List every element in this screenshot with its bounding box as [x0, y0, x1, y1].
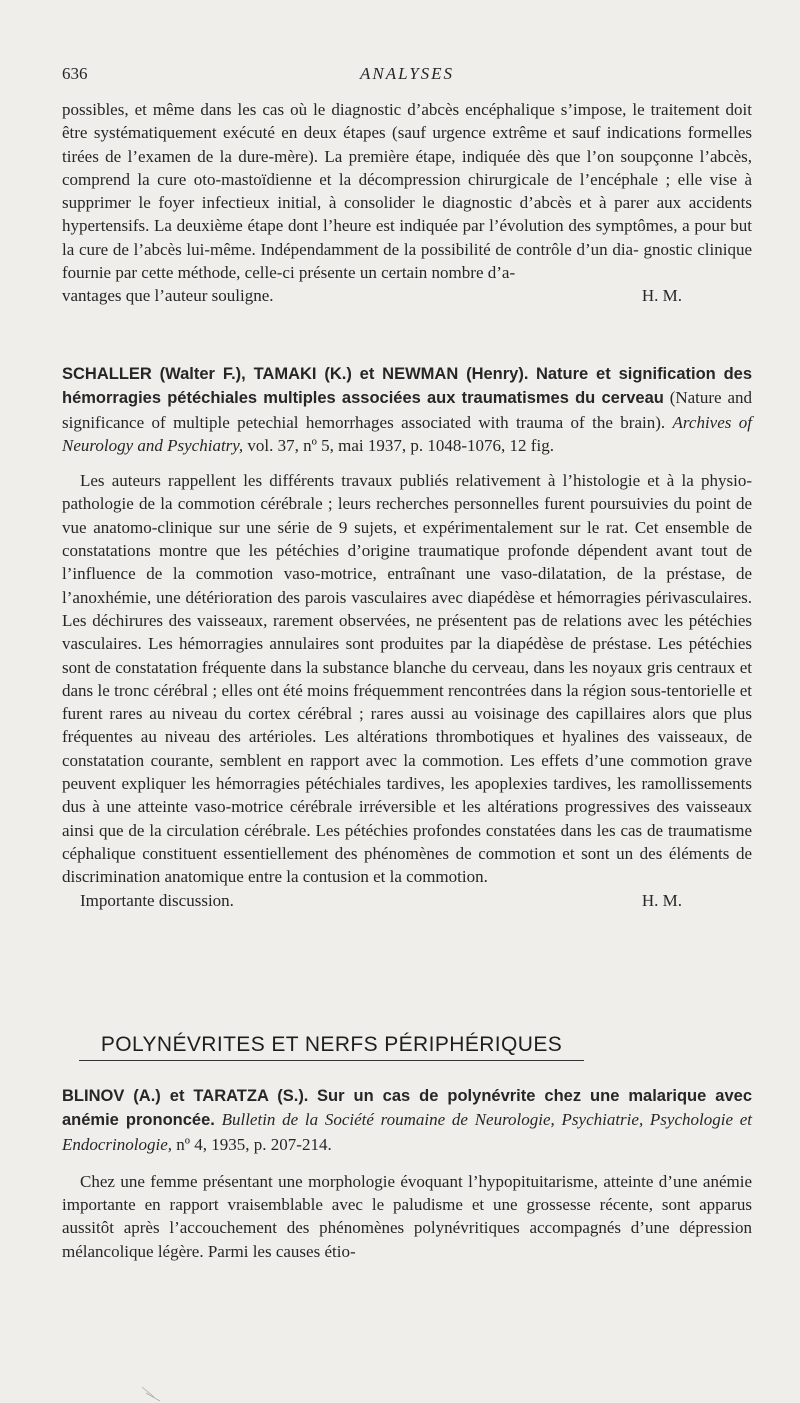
- review-blinov-authors: BLINOV (A.) et TARATZA (S.).: [62, 1087, 309, 1105]
- review-schaller-signature: H. M.: [641, 890, 682, 910]
- review-schaller-translation: (Nature and significance of multiple petechial hemorrhages associated with trauma of the brain).: [62, 388, 752, 432]
- review-blinov-title: Sur un cas de polynévrite chez une malarique avec anémie prononcée.: [62, 1087, 752, 1130]
- review-abces-last-line: [62, 284, 752, 307]
- review-abces-continued: [62, 98, 752, 308]
- review-schaller: [62, 362, 752, 912]
- review-abces-signature: H. M.: [641, 286, 682, 306]
- review-blinov-body: Chez une femme présentant une morphologie évoquant l’hypopituitarisme, atteinte d’une anémie importante en rapport vraisemblable avec le paludisme et une grossesse récente, sont apparus aussitôt après l’accouchement des phénomènes polynévritiques accompagnés d’une dépression mélancolique légère. Parmi les causes étio-: [62, 1171, 752, 1261]
- review-blinov-journal: Bulletin de la Société roumaine de Neurologie, Psychiatrie, Psychologie et Endocrinologie,: [62, 1110, 752, 1154]
- page-number: 636: [62, 64, 88, 83]
- review-blinov-reference: [62, 1084, 752, 1156]
- review-schaller-journal: Archives of Neurology and Psychiatry,: [62, 412, 752, 455]
- running-head: ANALYSES: [359, 64, 455, 83]
- review-schaller-citation: vol. 37, nº 5, mai 1937, p. 1048-1076, 12 fig.: [247, 435, 554, 455]
- review-schaller-reference: [62, 362, 752, 457]
- review-schaller-authors: SCHALLER (Walter F.), TAMAKI (K.) et NEWMAN (Henry).: [62, 365, 529, 383]
- review-blinov-citation: nº 4, 1935, p. 207-214.: [176, 1134, 332, 1154]
- review-schaller-body: Les auteurs rappellent les différents travaux publiés relativement à l’histologie et à la physio-pathologie de la commotion cérébrale ; leurs recherches personnelles furent poursuivies du point de vue anatomo-clinique sur une série de 9 sujets, et expérimentalement sur le rat. Cet ensemble de constatations montre que les pétéchies d’origine traumatique profonde dépendent avant tout de l’influence de la commotion vaso-motrice, entraînant une vaso-dilatation, de la préstase, de l’anoxhémie, une détérioration des parois vasculaires avec diapédèse et hémorragies périvasculaires. Les déchirures des vaisseaux, rarement observées, ne présentent pas de relations avec les pétéchies vasculaires. Les hémorragies annulaires sont produites par la diapédèse de préstase. Les pétéchies sont de constatation fréquente dans la substance blanche du cerveau, dans les noyaux gris centraux et dans le tronc cérébral ; elles ont été moins fréquemment rencontrées dans la région sous-tentorielle et furent rares au niveau du cortex cérébral ; rares aussi au voisinage des capillaires alors que plus fréquentes au niveau des artérioles. Les altérations thrombotiques et hyalines des vaisseaux, de constatation courante, semblent en rapport avec la commotion. Les effets d’une commotion grave peuvent expliquer les hémorragies pétéchiales tardives, les apoplexies tardives, les ramollissements dus à une atteinte vaso-motrice cérébrale irréversible et les altérations progressives des vaisseaux ainsi que de la circulation cérébrale. Les pétéchies profondes constatées dans les cas de traumatisme céphalique constituent essentiellement des phénomènes de commotion et sont un des éléments de discrimination anatomique entre la contusion et la commotion.: [62, 471, 752, 887]
- review-blinov: [62, 1084, 752, 1263]
- review-schaller-closing-line: [62, 889, 752, 912]
- page-header: [62, 64, 752, 88]
- review-schaller-title: Nature et signification des hémorragies pétéchiales multiples associées aux traumatismes du cerveau: [62, 365, 753, 408]
- section-title: POLYNÉVRITES ET NERFS PÉRIPHÉRIQUES: [79, 1033, 584, 1061]
- review-abces-text: possibles, et même dans les cas où le diagnostic d’abcès encéphalique s’impose, le traitement doit être systématiquement exécuté en deux étapes (sauf urgence extrême et sauf indications formelles tirées de l’examen de la dure-mère). La première étape, indiquée dès que l’on soupçonne l’abcès, comprend la cure oto-mastoïdienne et la décompression chirurgicale de l’encéphale ; elle vise à supprimer le foyer infectieux initial, à consolider le diagnostic d’abcès et à parer aux accidents hypertensifs. La deuxième étape dont l’heure est indiquée par l’évolution des symptômes, a pour but la cure de l’abcès lui-même. Indépendamment de la possibilité de contrôle d’un dia- gnostic clinique fournie par cette méthode, celle-ci présente un certain nombre d’a-: [62, 100, 752, 283]
- review-abces-last-text: vantages que l’auteur souligne.: [62, 286, 274, 306]
- stray-pencil-mark: [140, 1385, 170, 1403]
- review-schaller-closing: Importante discussion.: [80, 890, 234, 910]
